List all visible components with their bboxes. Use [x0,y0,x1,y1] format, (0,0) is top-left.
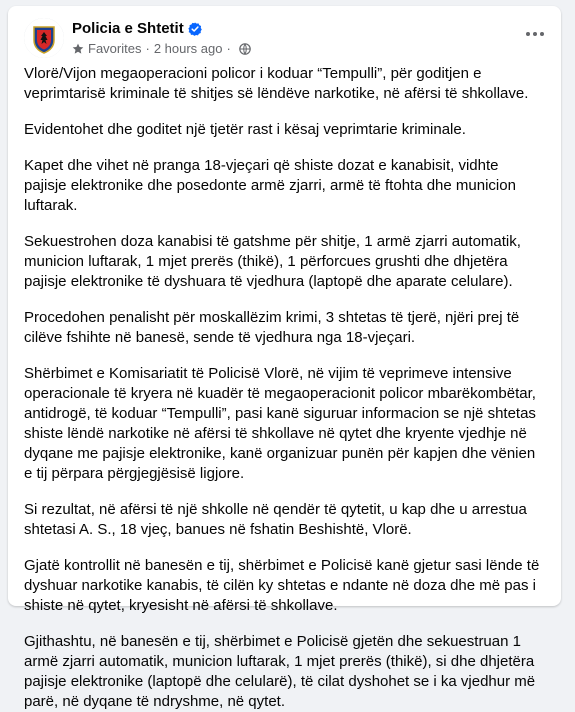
post-paragraph: Procedohen penalisht për moskallëzim krimi, 3 shtetas të tjerë, njëri prej të cilëve fshihte në banesë, sende të vjedhura nga 18-vjeçari. [24,309,520,346]
globe-icon [239,43,251,55]
post-header [8,6,561,60]
verified-badge-icon [188,22,202,36]
post-paragraph: Vlorë/Vijon megaoperacioni policor i koduar “Tempulli”, për goditjen e veprimtarisë kriminale të shitjes së lëndëve narkotike, në afërsi të shkollave. [24,65,529,102]
audience-label[interactable]: Favorites [88,41,142,56]
post-paragraph: Gjithashtu, në banesën e tij, shërbimet e Policisë gjetën dhe sekuestruan 1 armë zjarri automatik, municion luftarak, 1 mjet prerës (thikë), si dhe dhjetëra pajisje elektronike (laptopë dhe celularë), të cilat dyshohet se i ka vjedhur më parë, në dyqane të ndryshme, në qytet. [24,633,536,710]
post-paragraph: Shërbimet e Komisariatit të Policisë Vlorë, në vijim të veprimeve intensive operacionale të kryera në kuadër të megaoperacionit policor mbarëkombëtar, antidrogë, të koduar “Tempulli”, pasi kanë siguruar informacion se një shtetas shiste lëndë narkotike në afërsi të shkollave në qytet dhe kryente vjedhje në dyqane me pajisje elektronike, kanë organizuar punën për kapjen dhe vënien e tij përpara përgjegjësisë ligjore. [24,365,536,482]
name-row [72,19,251,38]
post-paragraph: Si rezultat, në afërsi të një shkolle në qendër të qytetit, u kap dhe u arrestua shtetasi A. S., 18 vjeç, banues në fshatin Beshishtë, Vlorë. [24,501,527,538]
separator-dot: · [145,41,150,56]
post-card [8,6,561,710]
post-paragraph: Gjatë kontrollit në banesën e tij, shërbimet e Policisë kanë gjetur sasi lënde të dyshuar narkotike kanabis, të cilën ky shtetas e ndante në doza dhe më pas i shiste në qytet, kryesisht në afërsi të shkollave. [24,557,540,614]
post-meta [72,18,251,56]
page-avatar[interactable] [24,18,64,58]
page-name[interactable]: Policia e Shtetit [72,20,184,37]
more-horizontal-icon [525,31,545,37]
police-badge-logo [24,18,64,58]
post-paragraph: Evidentohet dhe goditet një tjetër rast i kësaj veprimtarie kriminale. [24,121,466,138]
separator-dot: · [226,41,231,56]
post-paragraph: Kapet dhe vihet në pranga 18-vjeçari që shiste dozat e kanabisit, vidhte pajisje elektronike dhe posedonte armë zjarri, armë të ftohta dhe municion luftarak. [24,157,516,214]
post-body [8,64,561,712]
post-paragraph: Sekuestrohen doza kanabisi të gatshme për shitje, 1 armë zjarri automatik, municion luftarak, 1 mjet prerës (thikë), 1 përforcues grushti dhe dhjetëra pajisje elektronike të dyshuara të vjedhura (laptopë dhe aparate celulare). [24,233,521,290]
star-icon [72,43,84,55]
post-subline [72,41,251,56]
post-timestamp[interactable]: 2 hours ago [153,41,223,56]
more-options-button[interactable] [523,22,547,46]
